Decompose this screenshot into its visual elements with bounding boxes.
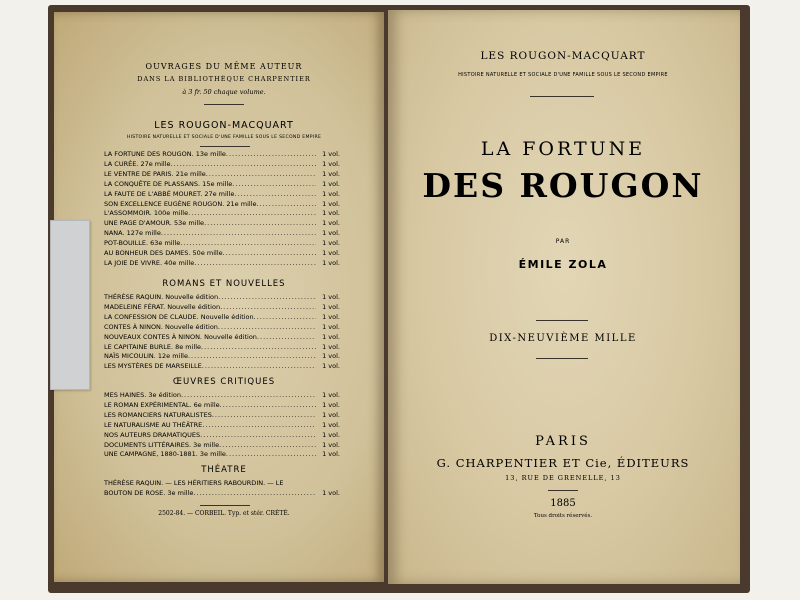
theatre-line1: THÉRÈSE RAQUIN. — LES HÉRITIERS RABOURDIN. — LE [104,479,284,487]
list-item: NOS AUTEURS DRAMATIQUES ..... 1 vol. [104,431,340,441]
left-series-rule [200,146,250,147]
list-item: LA CONFESSION DE CLAUDE. Nouvelle édition ..... 1 vol. [104,313,340,323]
left-header-line3: à 3 fr. 50 chaque volume. [182,88,266,96]
list-item: UNE PAGE D'AMOUR. 53e mille ..... 1 vol. [104,219,340,229]
list-item: LE VENTRE DE PARIS. 21e mille ..... 1 vol. [104,170,340,180]
list-item: MADELEINE FÉRAT. Nouvelle édition ..... 1 vol. [104,303,340,313]
list-item: LA CURÉE. 27e mille ..... 1 vol. [104,160,340,170]
left-series-subtitle: HISTOIRE NATURELLE ET SOCIALE D'UNE FAMILLE SOUS LE SECOND EMPIRE [126,135,322,140]
author-name: ÉMILE ZOLA [518,258,608,271]
theatre-section-title: THÉATRE [201,465,247,475]
book-title-line1: LA FORTUNE [480,138,646,160]
city: PARIS [535,434,591,449]
list-item: BOUTON DE ROSE. 3e mille ..... 1 vol. [104,489,340,499]
address-rule [548,490,578,491]
rights-notice: Tous droits réservés. [533,513,593,519]
list-item: LE NATURALISME AU THÉÂTRE ..... 1 vol. [104,421,340,431]
romans-section-title: ROMANS ET NOUVELLES [162,279,286,289]
list-item: NOUVEAUX CONTES À NINON. Nouvelle édition ..... 1 vol. [104,333,340,343]
list-item: L'ASSOMMOIR. 100e mille ..... 1 vol. [104,209,340,219]
romans-list [104,293,340,372]
list-item: LES MYSTÈRES DE MARSEILLE ..... 1 vol. [104,362,340,372]
series-rule [530,96,594,97]
left-header-line1: OUVRAGES DU MÊME AUTEUR [145,62,303,71]
list-item: LE CAPITAINE BURLE. 8e mille ..... 1 vol. [104,343,340,353]
edition-rule-bottom [536,358,588,359]
theatre-list [104,479,340,499]
series-subtitle: HISTOIRE NATURELLE ET SOCIALE D'UNE FAMILLE SOUS LE SECOND EMPIRE [458,72,668,78]
series-title: LES ROUGON-MACQUART [480,50,646,62]
list-item: DOCUMENTS LITTÉRAIRES. 3e mille ..... 1 vol. [104,441,340,451]
list-item: LA FAUTE DE L'ABBÉ MOURET. 27e mille ..... 1 vol. [104,190,340,200]
list-item: LES ROMANCIERS NATURALISTES ..... 1 vol. [104,411,340,421]
list-item: NAÏS MICOULIN. 12e mille ..... 1 vol. [104,352,340,362]
list-item: LA FORTUNE DES ROUGON. 13e mille ..... 1 vol. [104,150,340,160]
par-label: PAR [555,238,571,245]
critiques-list [104,391,340,460]
list-item: UNE CAMPAGNE, 1880-1881. 3e mille ..... 1 vol. [104,450,340,460]
publisher: G. CHARPENTIER ET Cie, ÉDITEURS [436,456,690,470]
list-item: CONTES À NINON. Nouvelle édition ..... 1 vol. [104,323,340,333]
list-item: POT-BOUILLE. 63e mille ..... 1 vol. [104,239,340,249]
list-item: LA JOIE DE VIVRE. 40e mille ..... 1 vol. [104,259,340,269]
edition-rule-top [536,320,588,321]
list-item: THÉRÈSE RAQUIN. Nouvelle édition ..... 1 vol. [104,293,340,303]
publisher-address: 13, RUE DE GRENELLE, 13 [505,474,621,482]
paper-bookmark-slip [50,220,90,390]
list-item: MES HAINES. 3e édition ..... 1 vol. [104,391,340,401]
book-title-line2: DES ROUGON [422,166,704,205]
left-header-rule [204,104,244,105]
printer-imprint: 2502-84. — CORBEIL. Typ. et stér. CRÉTÉ. [158,510,290,517]
list-item: LE ROMAN EXPÉRIMENTAL. 6e mille ..... 1 vol. [104,401,340,411]
list-item: SON EXCELLENCE EUGÈNE ROUGON. 21e mille ..... 1 vol. [104,200,340,210]
left-header-line2: DANS LA BIBLIOTHÈQUE CHARPENTIER [137,75,311,83]
list-item: LA CONQUÊTE DE PLASSANS. 15e mille ..... 1 vol. [104,180,340,190]
list-item: AU BONHEUR DES DAMES. 50e mille ..... 1 vol. [104,249,340,259]
left-series-title: LES ROUGON-MACQUART [154,120,294,131]
edition-label: DIX-NEUVIÈME MILLE [489,333,637,344]
rougon-macquart-list [104,150,340,269]
theatre-rule [200,505,250,506]
list-item: NANA. 127e mille ..... 1 vol. [104,229,340,239]
publication-year: 1885 [550,498,576,509]
critiques-section-title: ŒUVRES CRITIQUES [172,377,276,387]
